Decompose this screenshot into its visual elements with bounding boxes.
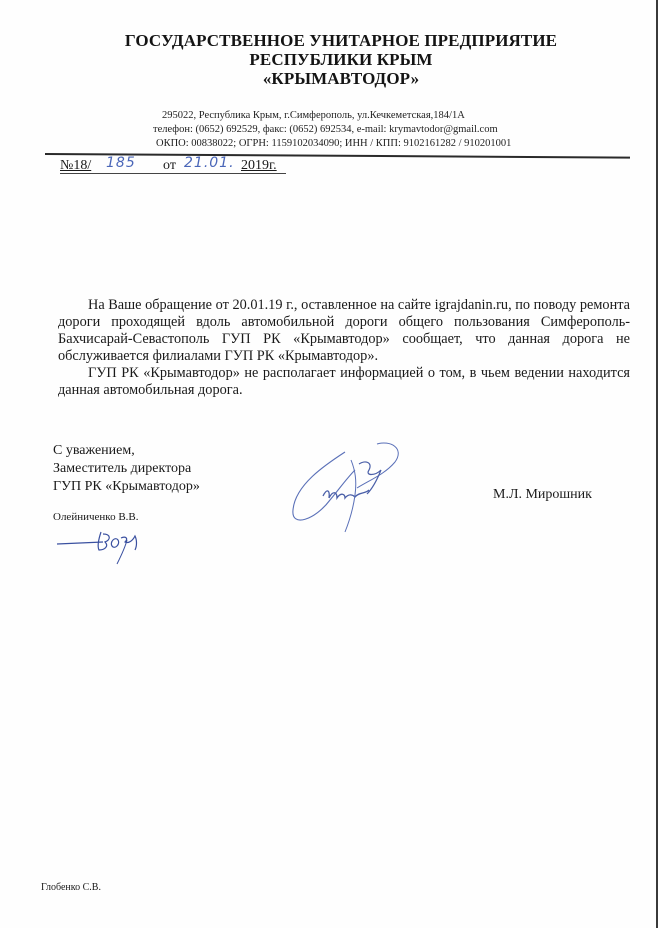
org-name-line-1: ГОСУДАРСТВЕННОЕ УНИТАРНОЕ ПРЕДПРИЯТИЕ xyxy=(124,31,558,50)
org-name-line-3: «КРЫМАВТОДОР» xyxy=(262,69,420,88)
org-registry: ОКПО: 00838022; ОГРН: 1159102034090; ИНН / КПП: 9102161282 / 910201001 xyxy=(156,138,512,149)
executor-2: Глобенко С.В. xyxy=(41,882,101,893)
signer-name: М.Л. Мирошник xyxy=(493,487,592,502)
closing-regards: С уважением, xyxy=(53,443,135,458)
org-name-line-2: РЕСПУБЛИКИ КРЫМ xyxy=(249,50,433,69)
reference-year: 2019г. xyxy=(241,158,277,173)
body-paragraph-2: ГУП РК «Крымавтодор» не располагает информацией о том, в чьем ведении находится данная автомобильная дорога. xyxy=(58,365,630,398)
body-paragraph-1: На Ваше обращение от 20.01.19 г., оставленное на сайте igrajdanin.ru, по поводу ремонта дороги проходящей вдоль автомобильной дороги общего пользования Симферополь-Бахчисарай-Севастополь ГУП РК «Крымавтодор» сообщает, что данная дорога не обслуживается филиалами ГУП РК «Крымавтодор». xyxy=(58,297,630,364)
reference-number-handwritten: 185 xyxy=(106,155,136,171)
closing-position: Заместитель директора xyxy=(53,461,192,476)
reference-number-prefix: №18/ xyxy=(60,158,92,173)
org-phones: телефон: (0652) 692529, факс: (0652) 692534, e-mail: krymavtodor@gmail.com xyxy=(153,124,498,135)
reference-from-label: от xyxy=(163,158,176,173)
reference-date-handwritten: 21.01. xyxy=(184,155,235,171)
closing-block xyxy=(53,442,200,496)
letter-body xyxy=(58,297,630,399)
org-address: 295022, Республика Крым, г.Симферополь, ул.Кечкеметская,184/1А xyxy=(162,110,465,121)
executor-initials-icon xyxy=(55,528,155,568)
closing-organization: ГУП РК «Крымавтодор» xyxy=(53,479,200,494)
reference-underline xyxy=(60,173,286,174)
executor-1: Олейниченко В.В. xyxy=(53,511,139,523)
director-signature-icon xyxy=(285,440,425,540)
